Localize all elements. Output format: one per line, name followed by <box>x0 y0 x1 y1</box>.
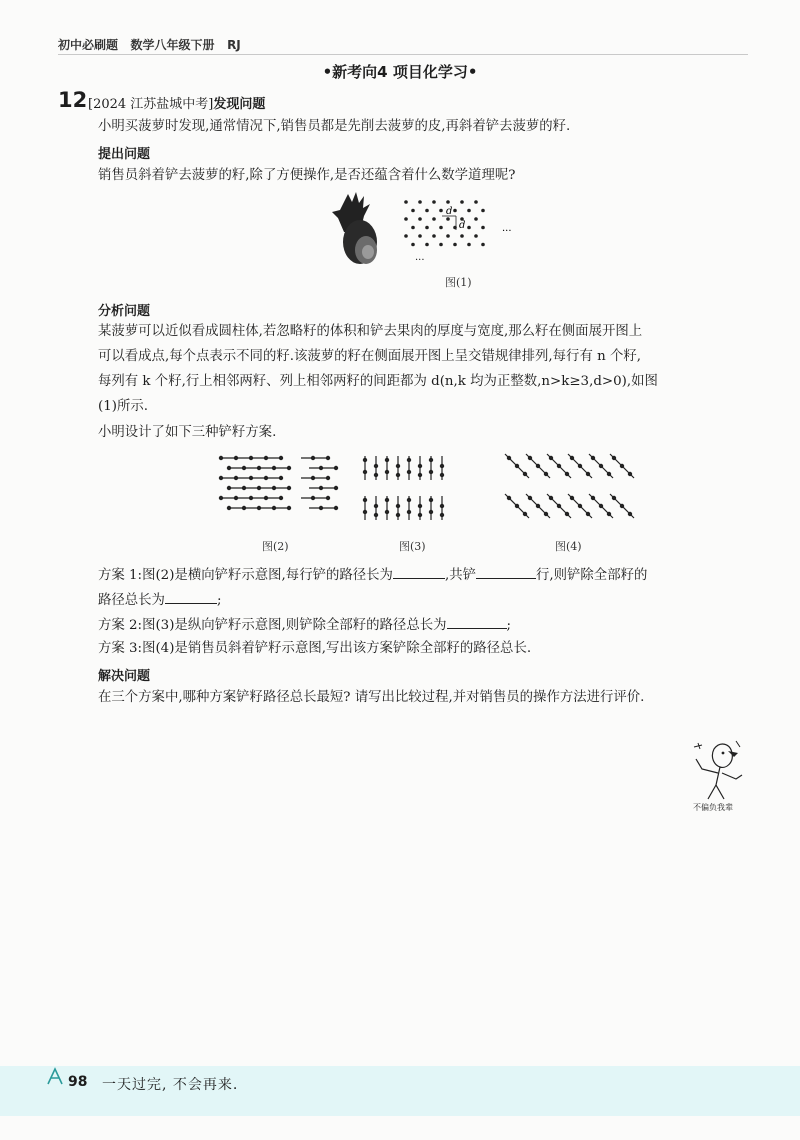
seed-dot <box>418 504 422 508</box>
seed-dot <box>363 498 367 502</box>
fig1-caption: 图(1) <box>445 276 472 289</box>
seed-dot <box>279 456 283 460</box>
seed-dot <box>536 504 540 508</box>
seed-dot <box>242 486 246 490</box>
seed-dot <box>557 504 561 508</box>
seed-dot <box>429 470 433 474</box>
seed-dot <box>418 464 422 468</box>
seed-dot <box>249 476 253 480</box>
seed-dot <box>334 466 338 470</box>
seed-dot <box>481 226 485 230</box>
seed-dot <box>453 243 457 247</box>
seed-dot <box>440 513 444 517</box>
seed-dot <box>446 217 450 221</box>
seed-dot <box>570 496 574 500</box>
seed-dot <box>620 504 624 508</box>
seed-dot <box>591 496 595 500</box>
seed-dot <box>326 496 330 500</box>
question-number: 12 <box>58 88 88 112</box>
pineapple-image <box>332 192 377 264</box>
seed-dot <box>507 496 511 500</box>
seed-dot <box>363 510 367 514</box>
seed-dot <box>234 496 238 500</box>
seed-dot <box>425 226 429 230</box>
seed-dot <box>528 456 532 460</box>
seed-dot <box>264 496 268 500</box>
seed-dot <box>407 458 411 462</box>
seed-dot <box>374 504 378 508</box>
seed-dot <box>227 486 231 490</box>
seed-dot <box>507 456 511 460</box>
seed-dot <box>607 512 611 516</box>
seed-dot <box>219 456 223 460</box>
seed-dot <box>536 464 540 468</box>
seed-dot <box>242 506 246 510</box>
solve-text: 在三个方案中,哪种方案铲籽路径总长最短? 请写出比较过程,并对销售员的操作方法进行评价. <box>98 690 645 705</box>
seed-dot <box>523 512 527 516</box>
heading-discover: 发现问题 <box>213 97 266 112</box>
source-tag: [2024 江苏盐城中考] <box>88 97 214 112</box>
fig1-bottom-ellipsis: ··· <box>415 255 425 266</box>
seed-dot <box>264 456 268 460</box>
seed-dot <box>429 510 433 514</box>
seed-dot <box>432 200 436 204</box>
fig2-caption: 图(2) <box>262 540 289 553</box>
seed-dot <box>544 512 548 516</box>
seed-dot <box>227 506 231 510</box>
seed-dot <box>544 472 548 476</box>
seed-dot <box>607 472 611 476</box>
seed-dot <box>460 234 464 238</box>
seed-dot <box>311 476 315 480</box>
fig3-caption: 图(3) <box>399 540 426 553</box>
question-source <box>88 93 265 112</box>
seed-dot <box>425 209 429 213</box>
seed-dot <box>279 476 283 480</box>
seed-dot <box>234 476 238 480</box>
seed-dot <box>612 456 616 460</box>
seed-dot <box>570 456 574 460</box>
seed-dot <box>481 209 485 213</box>
seed-dot <box>257 486 261 490</box>
seed-dot <box>591 456 595 460</box>
seed-dot <box>374 464 378 468</box>
seed-dot <box>578 464 582 468</box>
seed-dot <box>411 226 415 230</box>
book-header: 初中必刷题 数学八年级下册 RJ <box>58 38 241 52</box>
figure-3-vertical <box>363 456 444 520</box>
seed-dot <box>446 200 450 204</box>
fig4-caption: 图(4) <box>555 540 582 553</box>
cartoon-stamp-image <box>690 735 750 803</box>
seed-dot <box>440 504 444 508</box>
seed-dot <box>628 512 632 516</box>
seed-dot <box>219 476 223 480</box>
seed-dot <box>374 473 378 477</box>
discover-text: 小明买菠萝时发现,通常情况下,销售员都是先削去菠萝的皮,再斜着铲去菠萝的籽. <box>98 119 571 134</box>
plan2-line <box>98 614 511 636</box>
seed-dot <box>407 510 411 514</box>
figure-1 <box>330 192 530 272</box>
seed-dot <box>287 506 291 510</box>
seed-dot <box>334 506 338 510</box>
seed-dot <box>467 226 471 230</box>
seed-dot <box>374 513 378 517</box>
plan1-text-a: 方案 1:图(2)是横向铲籽示意图,每行铲的路径长为 <box>98 568 393 583</box>
plan1-text-c: 行,则铲除全部籽的 <box>535 568 648 583</box>
analyze-line-4: (1)所示. <box>98 399 149 414</box>
seed-dot <box>219 496 223 500</box>
section-title: •新考向4 项目化学习• <box>322 63 478 81</box>
heading-analyze: 分析问题 <box>98 304 151 319</box>
seed-dot <box>565 472 569 476</box>
seed-dot <box>557 464 561 468</box>
seed-dot <box>515 464 519 468</box>
seed-dot <box>319 466 323 470</box>
seed-dot <box>523 472 527 476</box>
seed-dot <box>404 234 408 238</box>
seed-dot <box>411 243 415 247</box>
seed-dot <box>418 513 422 517</box>
seed-dot <box>287 466 291 470</box>
seed-dot <box>578 504 582 508</box>
seed-dot <box>385 458 389 462</box>
plan1-text-d: 路径总长为 <box>98 593 165 608</box>
seed-dot <box>549 456 553 460</box>
seed-dot <box>549 496 553 500</box>
seed-dot <box>257 506 261 510</box>
plan2-text-a: 方案 2:图(3)是纵向铲籽示意图,则铲除全部籽的路径总长为 <box>98 618 447 633</box>
plan2-text-b: ; <box>506 618 512 633</box>
plan3-line: 方案 3:图(4)是销售员斜着铲籽示意图,写出该方案铲除全部籽的路径总长. <box>98 641 532 656</box>
seed-dot <box>396 464 400 468</box>
seed-dot <box>565 512 569 516</box>
seed-dot <box>474 200 478 204</box>
seed-dot <box>272 486 276 490</box>
seed-dot <box>453 209 457 213</box>
seed-dot <box>418 234 422 238</box>
seed-dot <box>599 464 603 468</box>
seed-dot <box>432 217 436 221</box>
spacing-label-d2: d <box>459 220 466 231</box>
plan1-text-e: ; <box>216 593 222 608</box>
fig1-ellipsis: ··· <box>502 226 512 237</box>
seed-dot <box>272 506 276 510</box>
header-divider <box>58 54 748 55</box>
plan1-blank-total[interactable] <box>165 589 217 604</box>
propose-text: 销售员斜着铲去菠萝的籽,除了方便操作,是否还蕴含着什么数学道理呢? <box>98 168 516 183</box>
seed-dot <box>439 209 443 213</box>
seed-dot <box>404 217 408 221</box>
seed-dot <box>234 456 238 460</box>
analyze-line-3: 每列有 k 个籽,行上相邻两籽、列上相邻两籽的间距都为 d(n,k 均为正整数,n>k≥3,d>0),如图 <box>98 374 658 389</box>
seed-dot <box>279 496 283 500</box>
seed-dot <box>407 498 411 502</box>
footer-motto: 一天过完, 不会再来. <box>102 1077 239 1093</box>
seed-dot <box>363 458 367 462</box>
seed-dot <box>227 466 231 470</box>
seed-dot <box>432 234 436 238</box>
seed-dot <box>418 473 422 477</box>
seed-dot <box>249 456 253 460</box>
seed-dot <box>396 473 400 477</box>
seed-dot <box>586 472 590 476</box>
seed-dot <box>474 217 478 221</box>
seed-dot <box>242 466 246 470</box>
seed-dot <box>334 486 338 490</box>
seed-dot <box>272 466 276 470</box>
seed-dot <box>385 470 389 474</box>
seed-dot <box>326 456 330 460</box>
plan2-blank-total[interactable] <box>447 614 507 629</box>
seed-dot <box>439 243 443 247</box>
plan1-line-1 <box>98 564 647 586</box>
spacing-label-d1: d <box>446 206 453 217</box>
figure-4-diagonal <box>505 454 634 518</box>
seed-dot <box>429 458 433 462</box>
seed-dot <box>418 200 422 204</box>
seed-dot <box>429 498 433 502</box>
seed-dot <box>474 234 478 238</box>
plan1-text-b: ,共铲 <box>444 568 476 583</box>
seed-dot <box>467 243 471 247</box>
seed-dot <box>396 513 400 517</box>
heading-propose: 提出问题 <box>98 147 151 162</box>
seed-dot <box>385 510 389 514</box>
seed-dot <box>257 466 261 470</box>
figure-2-horizontal <box>219 456 338 510</box>
seed-dot <box>319 506 323 510</box>
seed-dot <box>628 472 632 476</box>
page-number: 98 <box>68 1074 88 1090</box>
analyze-line-1: 某菠萝可以近似看成圆柱体,若忽略籽的体积和铲去果肉的厚度与宽度,那么籽在侧面展开图上 <box>98 324 643 339</box>
seed-dot <box>404 200 408 204</box>
seed-dot <box>326 476 330 480</box>
seed-dot <box>425 243 429 247</box>
analyze-line-2: 可以看成点,每个点表示不同的籽.该菠萝的籽在侧面展开图上呈交错规律排列,每行有 n 个籽, <box>98 349 642 364</box>
plan1-line-2 <box>98 589 221 611</box>
seed-dot <box>311 456 315 460</box>
seed-dot <box>411 209 415 213</box>
plan1-blank-rows[interactable] <box>476 564 536 579</box>
seed-dot <box>586 512 590 516</box>
seed-dot <box>319 486 323 490</box>
seed-dot <box>439 226 443 230</box>
seed-dot <box>528 496 532 500</box>
seed-dot <box>612 496 616 500</box>
heading-solve: 解决问题 <box>98 669 151 684</box>
seed-dot <box>311 496 315 500</box>
seed-dot <box>396 504 400 508</box>
seed-dot <box>446 234 450 238</box>
seed-dot <box>481 243 485 247</box>
seed-dot-grid <box>404 200 485 246</box>
seed-dot <box>440 464 444 468</box>
seed-dot <box>467 209 471 213</box>
seed-dot <box>249 496 253 500</box>
seed-dot <box>363 470 367 474</box>
seed-dot <box>264 476 268 480</box>
design-text: 小明设计了如下三种铲籽方案. <box>98 425 277 440</box>
seed-dot <box>460 200 464 204</box>
seed-dot <box>599 504 603 508</box>
seed-dot <box>515 504 519 508</box>
seed-dot <box>620 464 624 468</box>
figures-2-3-4 <box>215 450 635 535</box>
stamp-text: 不偏负我辈 <box>693 803 733 812</box>
seed-dot <box>407 470 411 474</box>
seed-dot <box>385 498 389 502</box>
plan1-blank-length[interactable] <box>393 564 445 579</box>
seed-dot <box>418 217 422 221</box>
bookmark-icon <box>44 1066 66 1086</box>
seed-dot <box>440 473 444 477</box>
seed-dot <box>287 486 291 490</box>
